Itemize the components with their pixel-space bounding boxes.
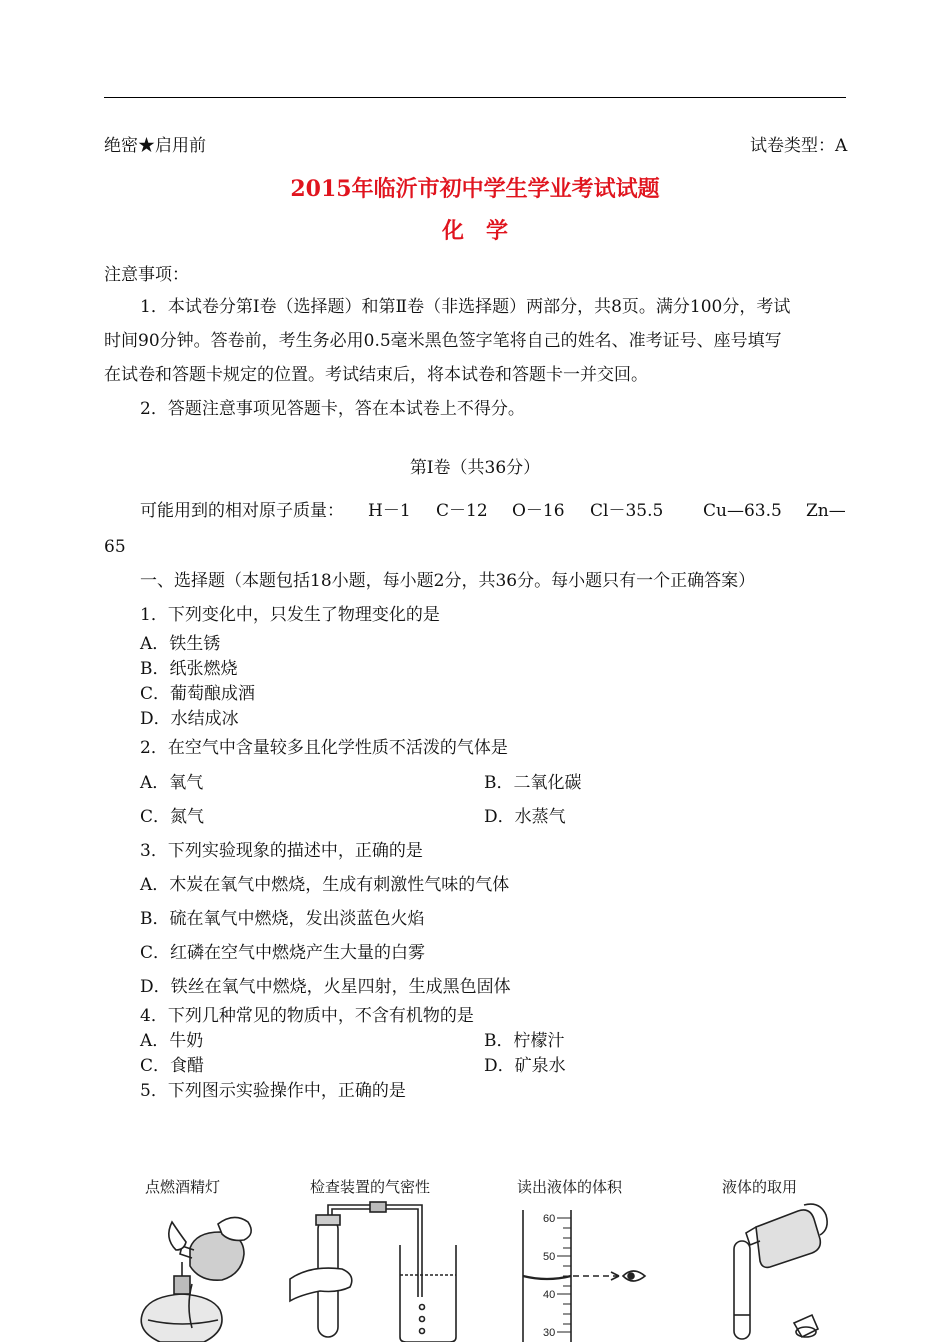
subject-title: 化 学 (441, 218, 508, 244)
notice-p2: 2．答题注意事项见答题卡，答在本试卷上不得分。 (140, 399, 525, 419)
q3-option-b: B．硫在氧气中燃烧，发出淡蓝色火焰 (140, 909, 425, 929)
q3-option-c: C．红磷在空气中燃烧产生大量的白雾 (140, 943, 426, 963)
tick-label-30: 30 (543, 1327, 556, 1339)
q2-option-d: D．水蒸气 (484, 807, 566, 827)
q2-stem: 2．在空气中含量较多且化学性质不活泼的气体是 (140, 738, 508, 758)
figure-light-lamp (130, 1210, 260, 1342)
figure-label-take-liquid: 液体的取用 (722, 1178, 798, 1196)
figure-label-airtightness: 检查装置的气密性 (310, 1178, 431, 1196)
q5-stem: 5．下列图示实验操作中，正确的是 (140, 1081, 406, 1101)
q4-stem: 4．下列几种常见的物质中，不含有机物的是 (140, 1006, 474, 1026)
figure-airtightness (290, 1205, 460, 1342)
q1-option-b: B．纸张燃烧 (140, 659, 238, 679)
figure-take-liquid (720, 1205, 830, 1342)
atomic-masses-label: 可能用到的相对原子质量： (140, 501, 344, 521)
exam-title: 2015年临沂市初中学生学业考试试题 (290, 176, 660, 202)
notice-p1-line2: 时间90分钟。答卷前，考生务必用0.5毫米黑色签字笔将自己的姓名、准考证号、座号填写 (104, 331, 782, 351)
q3-option-d: D．铁丝在氧气中燃烧，火星四射，生成黑色固体 (140, 977, 511, 997)
section1-instructions: 一、选择题（本题包括18小题，每小题2分，共36分。每小题只有一个正确答案） (140, 571, 756, 591)
q2-option-c: C．氮气 (140, 807, 205, 827)
figure-label-light-lamp: 点燃酒精灯 (145, 1178, 221, 1196)
tick-label-60: 60 (543, 1213, 556, 1225)
top-rule (104, 97, 846, 98)
q4-option-d: D．矿泉水 (484, 1056, 566, 1076)
section1-title: 第Ⅰ卷（共36分） (409, 458, 541, 478)
mass-cu: Cu—63.5 (703, 501, 782, 521)
q1-option-c: C．葡萄酿成酒 (140, 684, 256, 704)
q1-stem: 1．下列变化中，只发生了物理变化的是 (140, 605, 440, 625)
tick-label-50: 50 (543, 1251, 556, 1263)
q3-stem: 3．下列实验现象的描述中，正确的是 (140, 841, 423, 861)
mass-zn-cont: 65 (104, 537, 126, 557)
notice-heading: 注意事项： (104, 265, 189, 285)
mass-h: H－1 (368, 501, 411, 521)
mass-zn: Zn— (806, 501, 846, 521)
tick-label-40: 40 (543, 1289, 556, 1301)
q4-option-b: B．柠檬汁 (484, 1031, 565, 1051)
q2-option-b: B．二氧化碳 (484, 773, 582, 793)
figure-read-volume (515, 1210, 655, 1342)
q2-option-a: A．氧气 (140, 773, 204, 793)
q3-option-a: A．木炭在氧气中燃烧，生成有刺激性气味的气体 (140, 875, 510, 895)
figure-label-read-volume: 读出液体的体积 (517, 1178, 623, 1196)
paper-type-label: 试卷类型：A (750, 136, 848, 156)
mass-c: C－12 (436, 501, 488, 521)
secret-label: 绝密★启用前 (104, 136, 206, 156)
notice-p1-line3: 在试卷和答题卡规定的位置。考试结束后，将本试卷和答题卡一并交回。 (104, 365, 648, 385)
q1-option-a: A．铁生锈 (140, 634, 221, 654)
q4-option-a: A．牛奶 (140, 1031, 204, 1051)
q1-option-d: D．水结成冰 (140, 709, 239, 729)
q4-option-c: C．食醋 (140, 1056, 205, 1076)
mass-cl: Cl－35.5 (590, 501, 664, 521)
notice-p1-line1: 1．本试卷分第Ⅰ卷（选择题）和第Ⅱ卷（非选择题）两部分，共8页。满分100分，考试 (140, 297, 791, 317)
mass-o: O－16 (512, 501, 565, 521)
